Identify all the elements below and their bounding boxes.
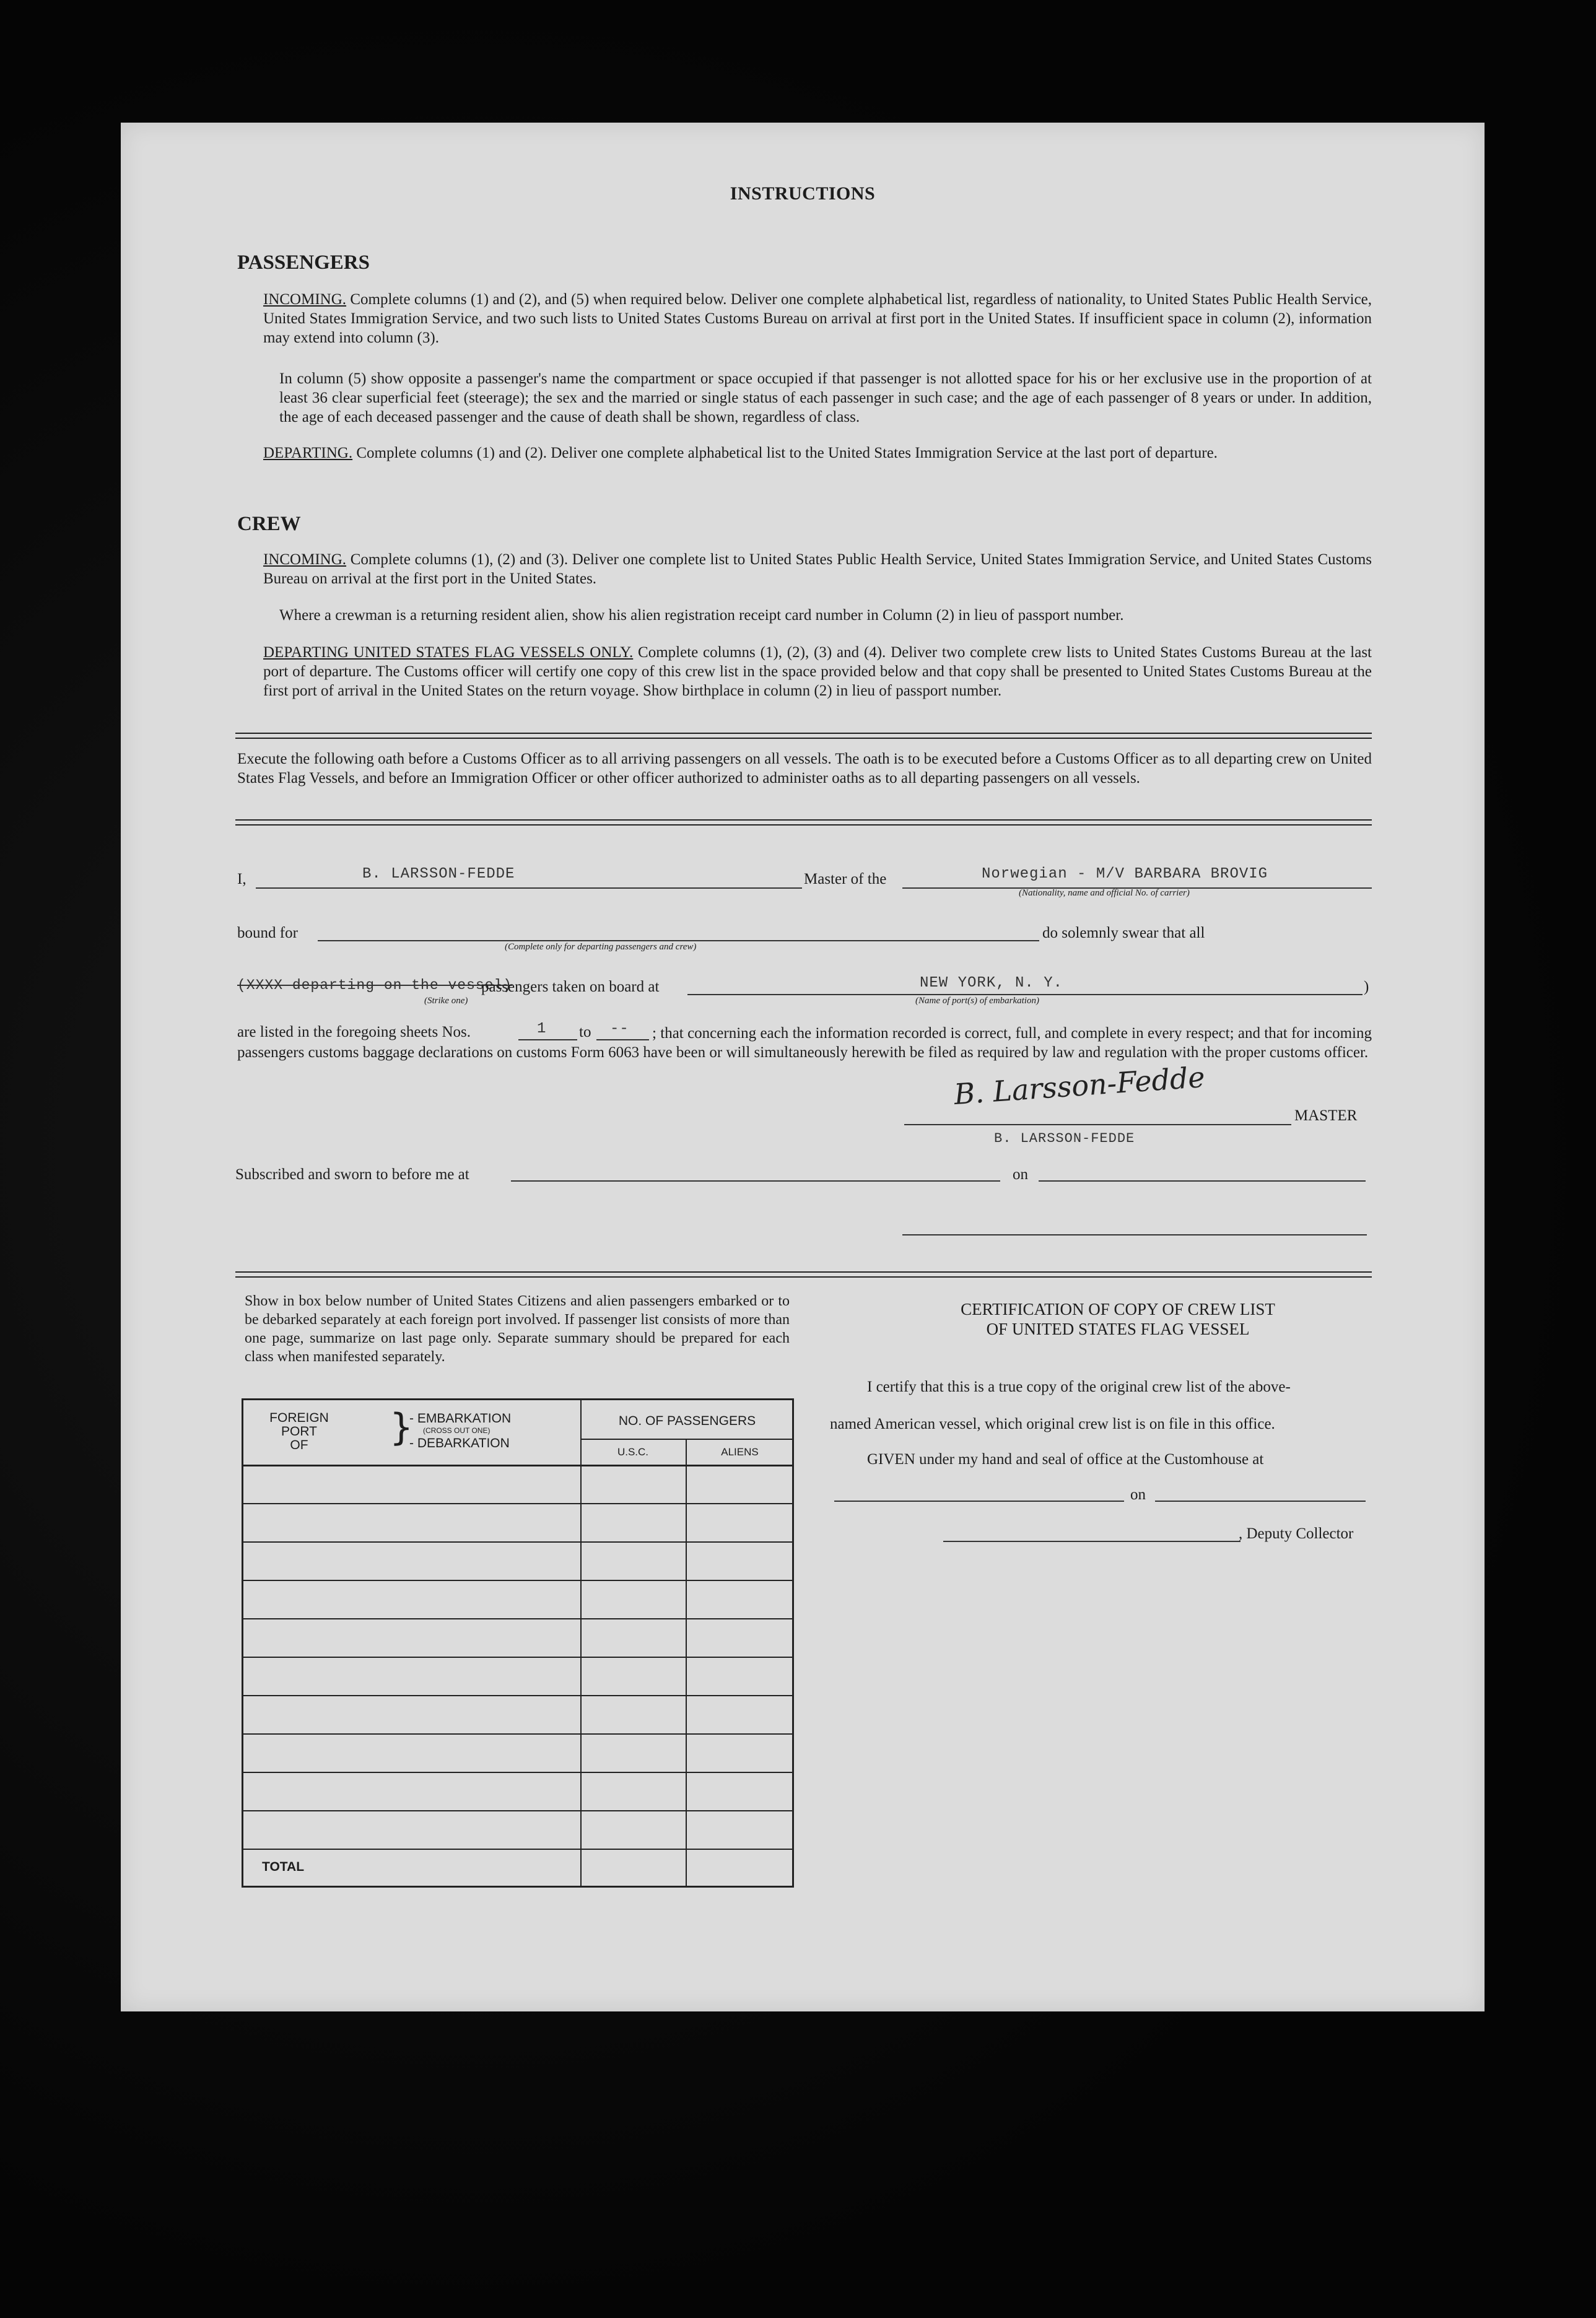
swear-text: do solemnly swear that all [1042,925,1205,941]
crew-departing-label: DEPARTING UNITED STATES FLAG VESSELS ONLY. [263,644,634,661]
vessel-typed: Norwegian - M/V BARBARA BROVIG [982,866,1268,882]
table-row-line [580,1733,792,1735]
table-row-line [243,1503,580,1504]
subscribed-label: Subscribed and sworn to before me at [235,1166,469,1183]
master-signature: B. Larsson-Fedde [953,1060,1206,1112]
col-foreign-port: FOREIGN PORT OF [269,1411,329,1452]
passengers-departing-text: Complete columns (1) and (2). Deliver one complete alphabetical list to the United States Immigration Service at the last port of departure. [356,445,1218,461]
passengers-departing-label: DEPARTING. [263,445,353,461]
subscribed-date-line [1039,1180,1366,1182]
table-row-line [243,1541,580,1543]
table-row-line [580,1618,792,1619]
passengers-incoming-label: INCOMING. [263,291,347,308]
cert-on-label: on [1130,1486,1146,1503]
section-divider [235,819,1372,826]
table-row-line [580,1810,792,1811]
table-row-line [243,1810,580,1811]
crew-departing-text: Complete columns (1), (2), (3) and (4). Deliver two complete crew lists to United States Customs Bureau at the last port of departure. The Customs officer will certify one copy of this crew list in the space provided below and that copy shall be presented to United States Customs Bureau at the first port of arrival in the United States on the return voyage. Show birthplace in column (2) in lieu of passport number. [263,644,1372,699]
listed-text: ; that concerning each the information recorded is correct, full, and complete in every respect; and that for incoming passengers customs baggage declarations on customs Form 6063 have been or will simultaneously herewith be filed as required by law and regulation with the proper customs officer. [237,1025,1372,1061]
port-typed: NEW YORK, N. Y. [920,975,1063,991]
certification-title-line1: CERTIFICATION OF COPY OF CREW LIST [961,1300,1275,1318]
listed-label: are listed in the foregoing sheets Nos. [237,1024,471,1040]
section-divider [235,733,1372,739]
section-divider [235,1271,1372,1278]
crew-departing-paragraph [263,643,1372,700]
oath-i-label: I, [237,871,246,887]
port-caption: (Name of port(s) of embarkation) [915,996,1039,1006]
certification-title-line2: OF UNITED STATES FLAG VESSEL [986,1320,1250,1338]
col-debarkation: - DEBARKATION [409,1436,510,1450]
passengers-incoming-text: Complete columns (1) and (2), and (5) when required below. Deliver one complete alphabetical list, regardless of nationality, to United States Public Health Service, United States Immigration Service, and two such lists to United States Customs Bureau on arrival at first port in the United States. If insufficient space in column (2), information may extend into column (3). [263,291,1372,346]
vessel-caption: (Nationality, name and official No. of carrier) [1019,888,1190,898]
crew-incoming-label: INCOMING. [263,551,347,568]
crew-returning-paragraph: Where a crewman is a returning resident alien, show his alien registration receipt card number in Column (2) in lieu of passport number. [279,607,1124,624]
col-aliens: ALIENS [721,1446,759,1458]
strike-text: (XXXX departing on the vessel) [237,977,513,993]
given-text: GIVEN under my hand and seal of office at the Customhouse at [867,1451,1264,1468]
subscribed-place-line [511,1180,1000,1182]
to-label: to [579,1024,591,1040]
bound-for-label: bound for [237,925,298,941]
table-hline [243,1465,792,1466]
table-vline [686,1439,687,1886]
passengers-taken-text: passengers taken on board at [481,978,660,995]
sheet-from: 1 [537,1021,547,1037]
bound-for-caption: (Complete only for departing passengers and crew) [505,942,697,952]
master-name-typed: B. LARSSON-FEDDE [362,866,515,882]
signature-line [904,1124,1291,1125]
passengers-incoming-paragraph [263,290,1372,347]
table-row-line [243,1657,580,1658]
certification-title [852,1299,1384,1339]
crew-heading: CREW [237,513,301,535]
master-label: MASTER [1294,1107,1358,1124]
crew-incoming-text: Complete columns (1), (2) and (3). Deliver one complete list to United States Public Health Service, United States Immigration Service, and United States Customs Bureau on arrival at the first port in the United States. [263,551,1372,587]
deputy-line [943,1541,1241,1542]
subscribed-on-label: on [1013,1166,1028,1183]
col-embarkation: - EMBARKATION [409,1411,512,1426]
table-total-line [243,1849,792,1850]
port-line [687,994,1363,995]
deputy-collector-label: , Deputy Collector [1239,1525,1354,1542]
strike-caption: (Strike one) [424,996,468,1006]
table-row-line [243,1618,580,1619]
cross-out-one: (CROSS OUT ONE) [423,1426,491,1435]
master-of-label: Master of the [804,871,887,887]
col-no-of-passengers: NO. OF PASSENGERS [618,1414,756,1428]
passengers-departing-paragraph [263,443,1372,463]
table-hline [580,1439,792,1440]
close-paren: ) [1364,978,1369,995]
table-row-line [580,1503,792,1504]
total-label: TOTAL [262,1860,305,1874]
customhouse-line [834,1501,1124,1502]
passengers-column5-paragraph: In column (5) show opposite a passenger's name the compartment or space occupied if that passenger is not allotted space for his or her exclusive use in the proportion of at least 36 clear superficial feet (steerage); the sex and the married or single status of each passenger in such case; and the age of each passenger of 8 years or under. In addition, the age of each deceased passenger and the cause of death shall be shown, regardless of class. [279,370,1372,425]
table-row-line [580,1695,792,1696]
cert-date-line [1155,1501,1366,1502]
master-typed-name: B. LARSSON-FEDDE [994,1131,1135,1146]
table-row-line [580,1580,792,1581]
table-row-line [243,1695,580,1696]
master-name-line [256,887,802,889]
crew-incoming-paragraph [263,550,1372,588]
passenger-summary-table [242,1398,794,1888]
table-row-line [243,1772,580,1773]
table-row-line [243,1733,580,1735]
summary-instructions: Show in box below number of United States Citizens and alien passengers embarked or to be debarked separately at each foreign port involved. If passenger list consists of more than one page, summarize on last page only. Separate summary should be prepared for each class when manifested separately. [245,1293,790,1365]
oath-instructions: Execute the following oath before a Customs Officer as to all arriving passengers on all vessels. The oath is to be executed before a Customs Officer as to all departing crew on United States Flag Vessels, and before an Immigration Officer or other officer authorized to administer oaths as to all departing passengers on all vessels. [237,751,1372,786]
passengers-heading: PASSENGERS [237,251,370,274]
table-row-line [580,1772,792,1773]
bound-for-line [318,940,1039,941]
certify-line1: I certify that this is a true copy of the original crew list of the above- [867,1379,1291,1395]
officer-signature-line [902,1234,1367,1235]
page-title: INSTRUCTIONS [730,183,876,204]
table-row-line [243,1580,580,1581]
brace-icon: } [390,1406,414,1449]
document-page [121,123,1485,2011]
table-row-line [580,1541,792,1543]
sheet-to: -- [610,1021,629,1037]
table-vline [580,1400,582,1886]
table-row-line [580,1657,792,1658]
certify-line2: named American vessel, which original crew list is on file in this office. [830,1416,1275,1432]
col-usc: U.S.C. [617,1446,649,1458]
